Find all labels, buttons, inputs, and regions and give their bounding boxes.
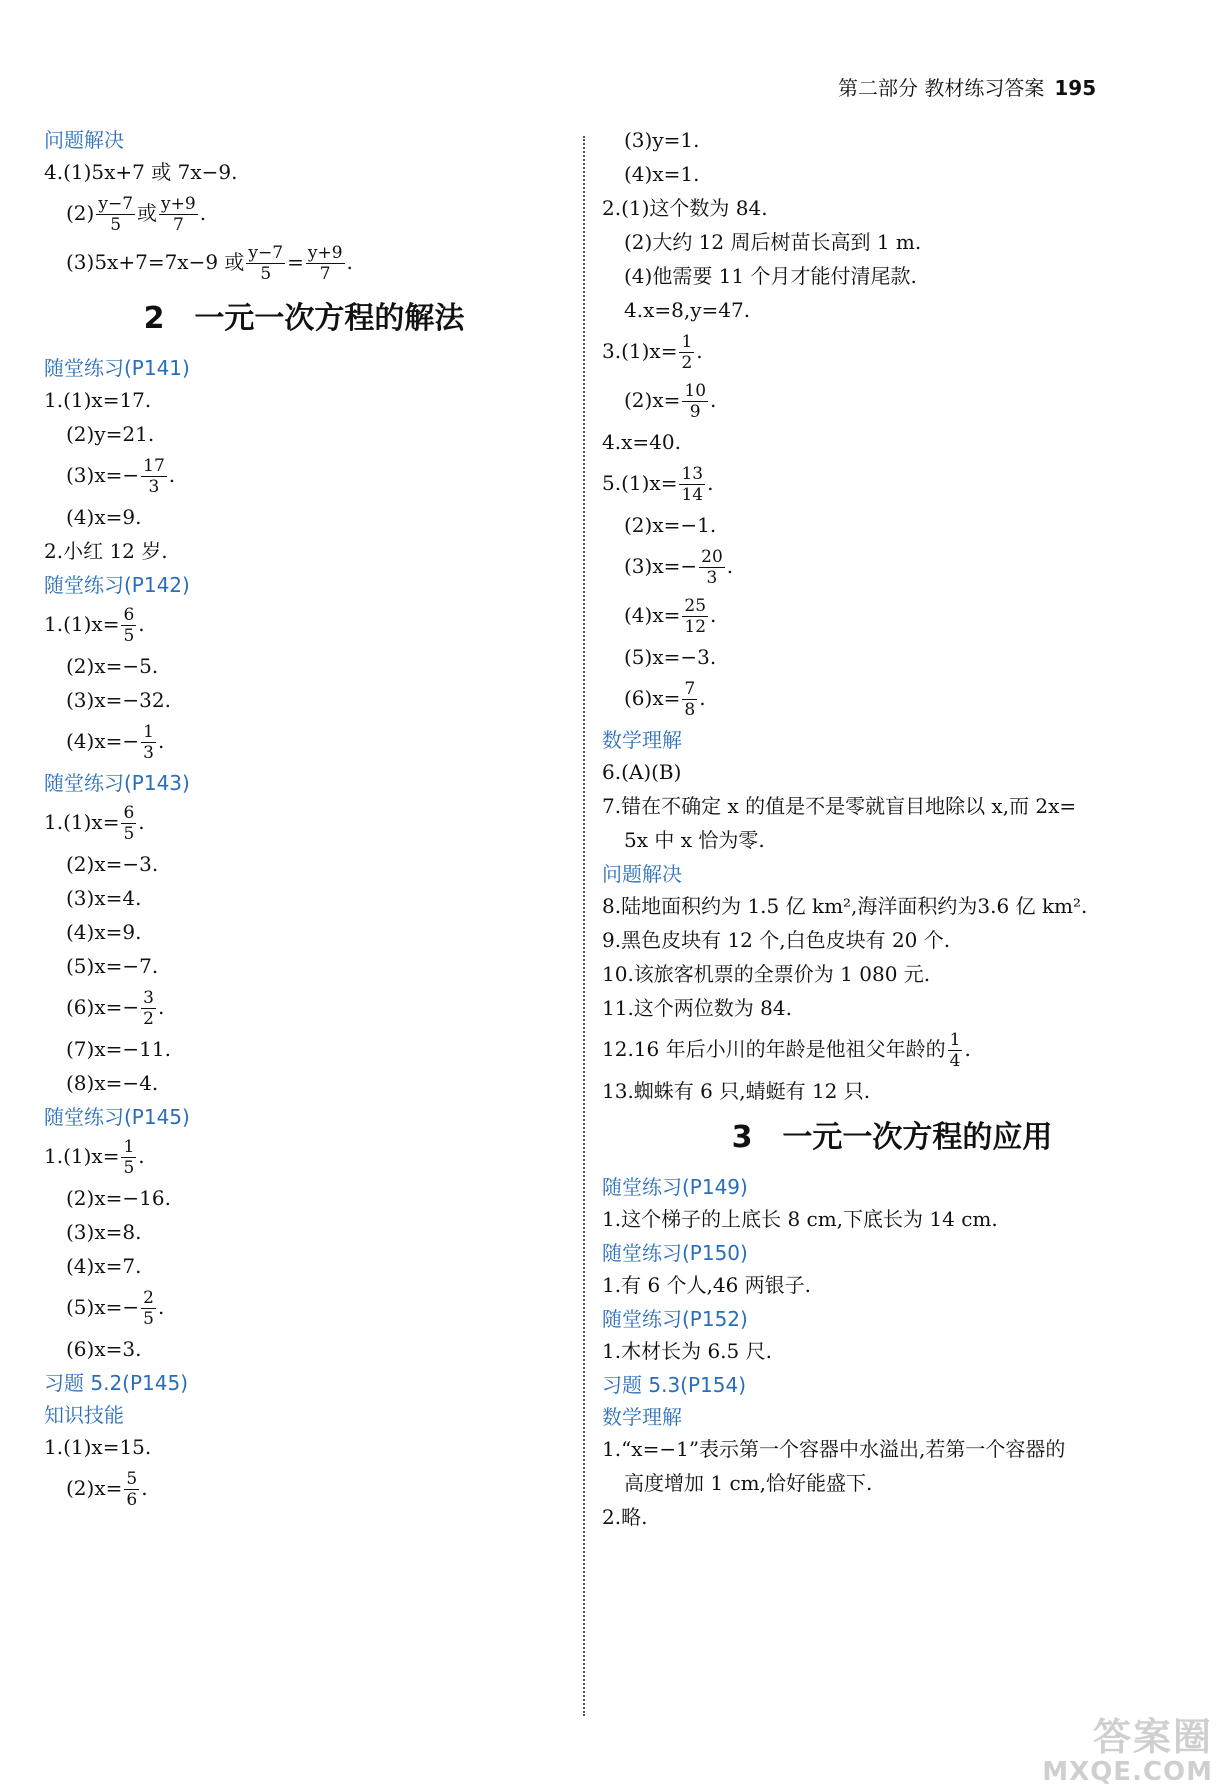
answer-line: (3)x=4. xyxy=(66,886,142,910)
section-heading: 习题 5.2(P145) xyxy=(44,1371,189,1395)
fraction: $\frac{y+9}{7}$ xyxy=(307,243,343,284)
fraction: $\frac{25}{12}$ xyxy=(684,596,707,637)
answer-line: 11.这个两位数为 84. xyxy=(602,996,792,1020)
fraction: $\frac{2}{5}$ xyxy=(143,1288,154,1329)
right-column xyxy=(602,128,1182,1539)
answer-line: (2)y=21. xyxy=(66,422,155,446)
answer-line: 1.(1)x= $\frac{6}{5}$ . xyxy=(44,605,145,646)
section-heading: 问题解决 xyxy=(44,128,124,152)
answer-line: 4.x=8,y=47. xyxy=(624,298,751,322)
watermark-url: MXQE.COM xyxy=(1042,1757,1213,1787)
answer-line: 9.黑色皮块有 12 个,白色皮块有 20 个. xyxy=(602,928,951,952)
fraction: $\frac{y+9}{7}$ xyxy=(161,194,196,235)
answer-line: (2)大约 12 周后树苗长高到 1 m. xyxy=(624,230,922,254)
answer-line: (3)y=1. xyxy=(624,128,700,152)
answer-line: 2.小红 12 岁. xyxy=(44,539,168,563)
fraction: $\frac{7}{8}$ xyxy=(684,679,696,720)
answer-line: 6.(A)(B) xyxy=(602,760,682,784)
answer-line: (6)x= $\frac{7}{8}$ . xyxy=(624,679,706,720)
answer-line: (2)x=−1. xyxy=(624,513,717,537)
answer-line: (5)x=−7. xyxy=(66,954,159,978)
fraction: $\frac{5}{6}$ xyxy=(126,1469,138,1510)
answer-line: (5)x=−3. xyxy=(624,645,717,669)
fraction: $\frac{20}{3}$ xyxy=(701,547,723,588)
answer-line: 5.(1)x= $\frac{13}{14}$ . xyxy=(602,464,714,505)
answer-line: 1.(1)x=17. xyxy=(44,388,152,412)
answer-line: (3)x=−32. xyxy=(66,688,171,712)
answer-line: (2)x= $\frac{5}{6}$ . xyxy=(66,1469,148,1510)
answer-line: (4)x=7. xyxy=(66,1254,142,1278)
fraction: $\frac{17}{3}$ xyxy=(143,456,165,497)
answer-line: 1.“x=−1”表示第一个容器中水溢出,若第一个容器的 xyxy=(602,1437,1066,1461)
watermark-logo xyxy=(1042,1716,1213,1786)
chapter-title: 3 一元一次方程的应用 xyxy=(731,1120,1053,1155)
fraction: $\frac{6}{5}$ xyxy=(123,605,135,646)
answer-line: 1.(1)x=15. xyxy=(44,1435,152,1459)
answer-line: (3)x=8. xyxy=(66,1220,142,1244)
fraction: $\frac{1}{5}$ xyxy=(123,1137,135,1178)
section-heading: 数学理解 xyxy=(602,1405,682,1429)
page-number: 195 xyxy=(1054,76,1097,100)
header-title: 第二部分 教材练习答案 xyxy=(838,76,1045,100)
answer-line: 12.16 年后小川的年龄是他祖父年龄的 $\frac{1}{4}$ . xyxy=(602,1030,971,1071)
section-heading: 问题解决 xyxy=(602,862,682,886)
answer-line: (4)x=− $\frac{1}{3}$ . xyxy=(66,722,165,763)
answer-line: 1.有 6 个人,46 两银子. xyxy=(602,1273,812,1297)
chapter-title: 2 一元一次方程的解法 xyxy=(143,301,465,336)
answer-line: (4)x= $\frac{25}{12}$ . xyxy=(624,596,717,637)
answer-line: (3)x=− $\frac{20}{3}$ . xyxy=(624,547,734,588)
answer-line: 5x 中 x 恰为零. xyxy=(624,828,765,852)
fraction: $\frac{1}{4}$ xyxy=(949,1030,961,1071)
fraction: $\frac{6}{5}$ xyxy=(123,803,135,844)
answer-line: 1.(1)x= $\frac{1}{5}$ . xyxy=(44,1137,145,1178)
section-heading: 知识技能 xyxy=(44,1403,124,1427)
answer-line: (7)x=−11. xyxy=(66,1037,171,1061)
answer-line: 高度增加 1 cm,恰好能盛下. xyxy=(624,1471,873,1495)
answer-line: (6)x=3. xyxy=(66,1337,142,1361)
section-heading: 随堂练习(P145) xyxy=(44,1105,190,1129)
answer-line: (4)x=1. xyxy=(624,162,700,186)
answer-line: 2.(1)这个数为 84. xyxy=(602,196,768,220)
answer-line: 13.蜘蛛有 6 只,蜻蜓有 12 只. xyxy=(602,1079,871,1103)
section-heading: 随堂练习(P142) xyxy=(44,573,190,597)
section-heading: 习题 5.3(P154) xyxy=(602,1373,747,1397)
answer-line: (2)x= $\frac{10}{9}$ . xyxy=(624,381,717,422)
fraction: $\frac{13}{14}$ xyxy=(681,464,704,505)
answer-line: 4.(1)5x+7 或 7x−9. xyxy=(44,160,238,184)
fraction: $\frac{1}{2}$ xyxy=(681,332,693,373)
answer-line: (3)x=− $\frac{17}{3}$ . xyxy=(66,456,176,497)
fraction: $\frac{y-7}{5}$ xyxy=(248,243,284,284)
fraction: $\frac{3}{2}$ xyxy=(143,988,154,1029)
answer-line: 4.x=40. xyxy=(602,430,681,454)
answer-line: (2)x=−16. xyxy=(66,1186,171,1210)
answer-line: 1.木材长为 6.5 尺. xyxy=(602,1339,772,1363)
answer-line: (4)x=9. xyxy=(66,505,142,529)
left-column xyxy=(44,128,564,1518)
watermark-text: 答案圈 xyxy=(1092,1715,1213,1759)
answer-line: 7.错在不确定 x 的值是不是零就盲目地除以 x,而 2x= xyxy=(602,794,1077,818)
fraction: $\frac{1}{3}$ xyxy=(143,722,154,763)
answer-line: (2)x=−5. xyxy=(66,654,159,678)
answer-line: (5)x=− $\frac{2}{5}$ . xyxy=(66,1288,165,1329)
answer-line: (3)5x+7=7x−9 或 $\frac{y-7}{5}$ = $\frac{y+9}{7}$ . xyxy=(66,243,353,284)
section-heading: 随堂练习(P152) xyxy=(602,1307,748,1331)
answer-line: 10.该旅客机票的全票价为 1 080 元. xyxy=(602,962,931,986)
answer-line: (6)x=− $\frac{3}{2}$ . xyxy=(66,988,165,1029)
answer-line: (4)x=9. xyxy=(66,920,142,944)
section-heading: 随堂练习(P141) xyxy=(44,356,190,380)
section-heading: 数学理解 xyxy=(602,728,682,752)
section-heading: 随堂练习(P149) xyxy=(602,1175,748,1199)
fraction: $\frac{10}{9}$ xyxy=(684,381,707,422)
section-heading: 随堂练习(P150) xyxy=(602,1241,748,1265)
section-heading: 随堂练习(P143) xyxy=(44,771,190,795)
answer-line: 3.(1)x= $\frac{1}{2}$ . xyxy=(602,332,703,373)
answer-line: (8)x=−4. xyxy=(66,1071,159,1095)
fraction: $\frac{y-7}{5}$ xyxy=(98,194,134,235)
answer-line: 1.(1)x= $\frac{6}{5}$ . xyxy=(44,803,145,844)
answer-line: (4)他需要 11 个月才能付清尾款. xyxy=(624,264,917,288)
answer-line: 1.这个梯子的上底长 8 cm,下底长为 14 cm. xyxy=(602,1207,998,1231)
answer-line: 2.略. xyxy=(602,1505,648,1529)
answer-line: 8.陆地面积约为 1.5 亿 km²,海洋面积约为3.6 亿 km². xyxy=(602,894,1088,918)
column-divider xyxy=(583,136,585,1716)
page-header xyxy=(838,72,1096,101)
answer-line: (2) $\frac{y-7}{5}$ 或 $\frac{y+9}{7}$ . xyxy=(66,194,207,235)
answer-line: (2)x=−3. xyxy=(66,852,159,876)
